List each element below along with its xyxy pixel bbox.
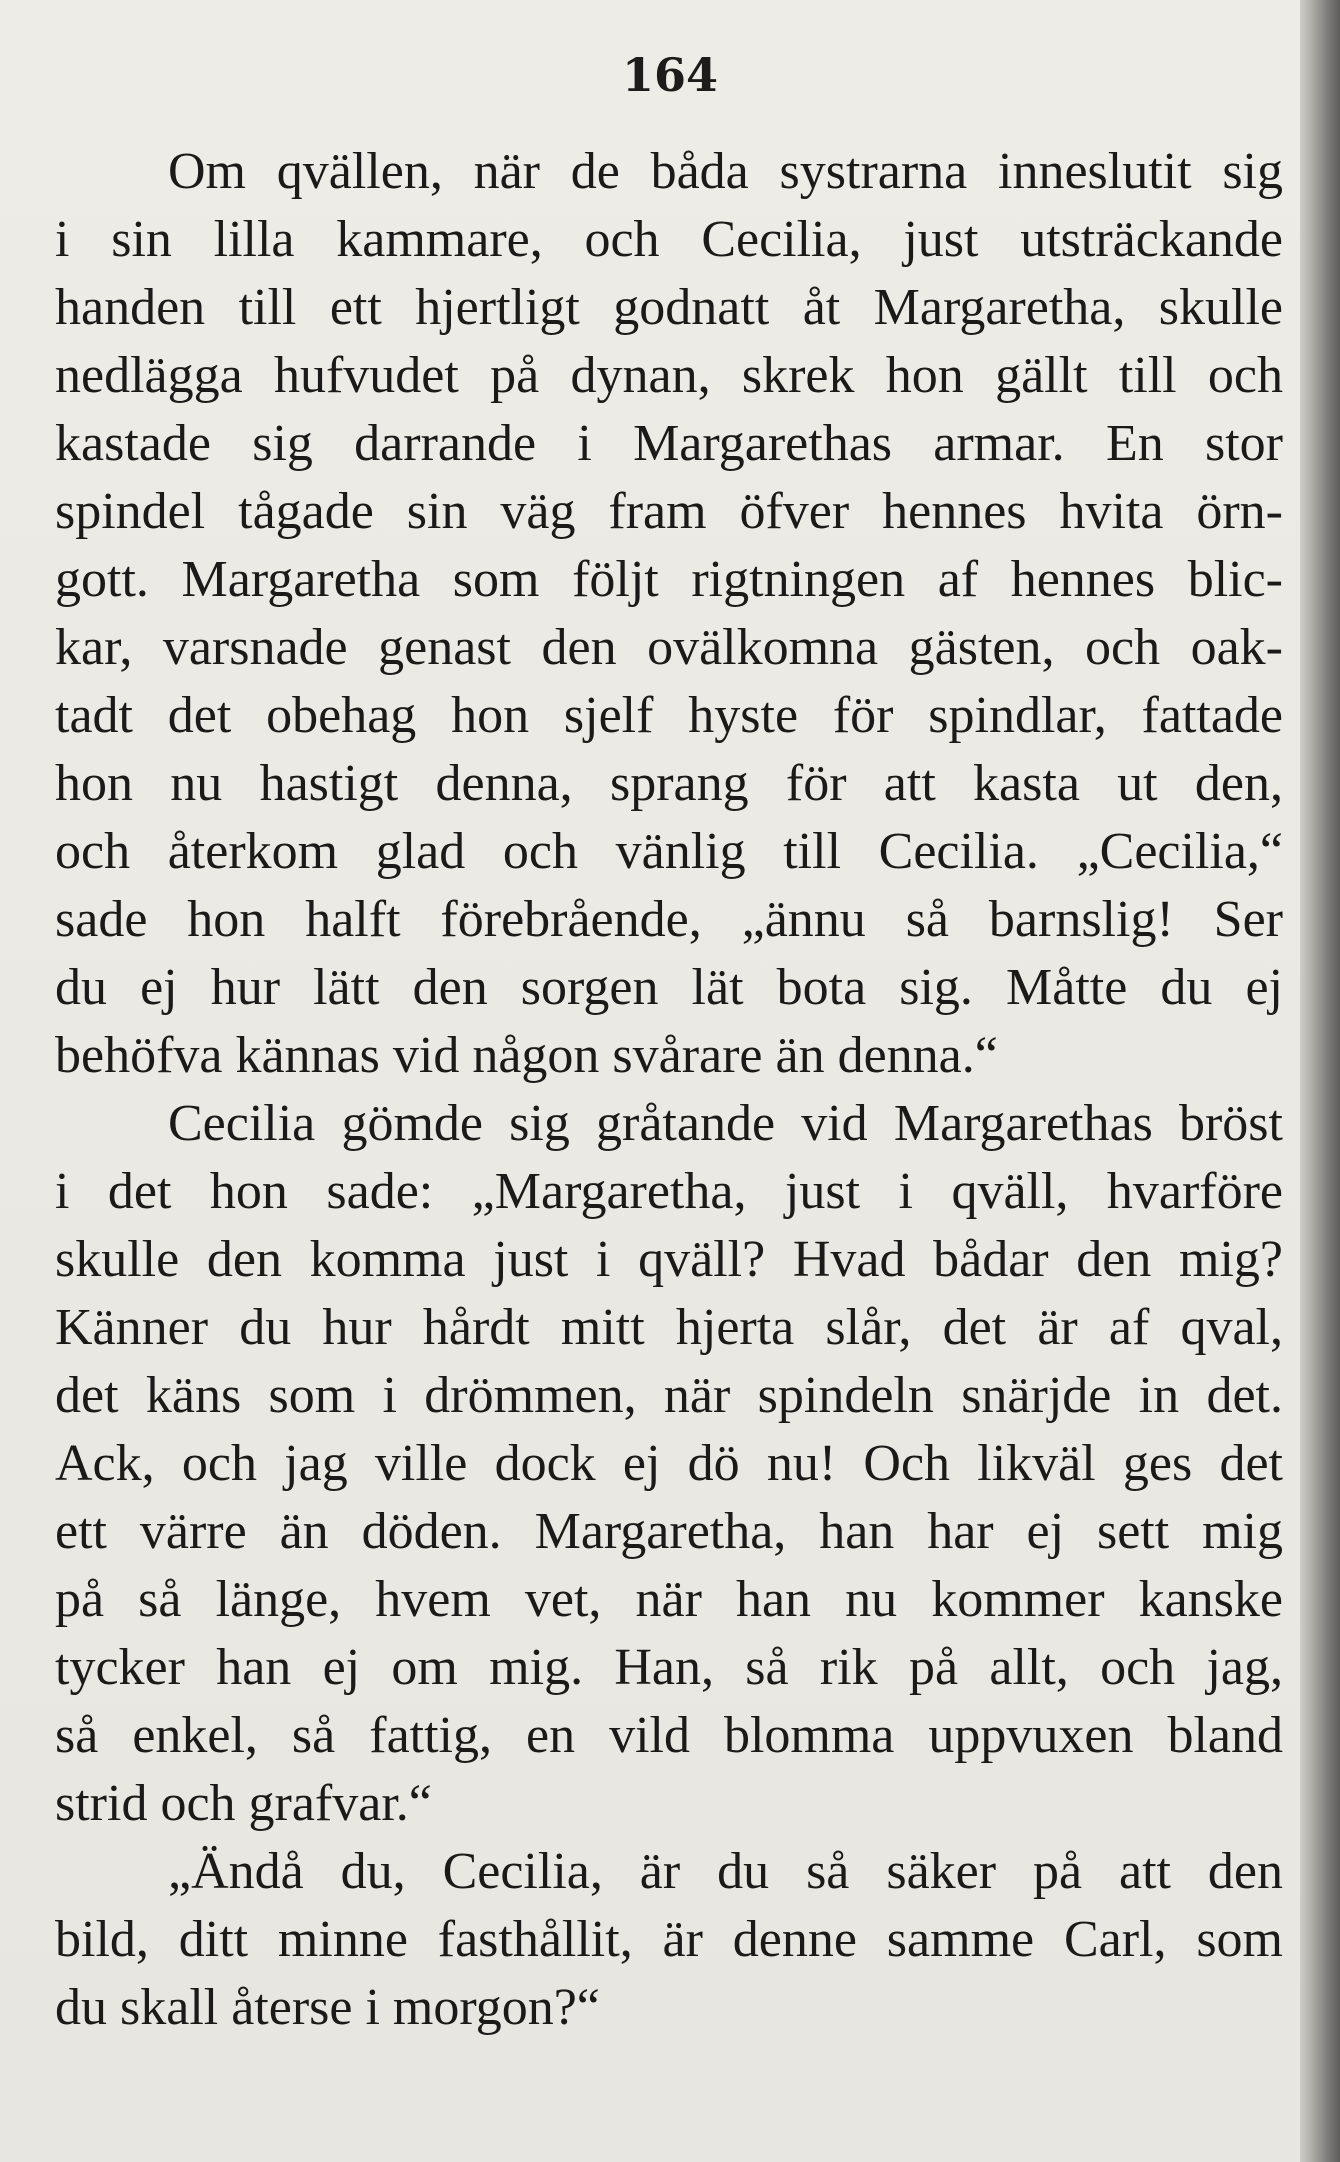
text-line: hon nu hastigt denna, sprang för att kasta ut den, bbox=[55, 755, 1283, 812]
text-line: skulle den komma just i qväll? Hvad bådar den mig? bbox=[55, 1231, 1283, 1288]
text-line: gott. Margaretha som följt rigtningen af hennes blic- bbox=[55, 551, 1283, 608]
text-line: så enkel, så fattig, en vild blomma uppvuxen bland bbox=[55, 1707, 1283, 1764]
text-line: „Ändå du, Cecilia, är du så säker på att den bbox=[168, 1843, 1283, 1900]
text-line: sade hon halft förebrående, „ännu så barnslig! Ser bbox=[55, 891, 1283, 948]
page-edge-shadow bbox=[1300, 0, 1340, 2162]
text-line: i det hon sade: „Margaretha, just i qväll, hvarföre bbox=[55, 1163, 1283, 1220]
text-line: behöfva kännas vid någon svårare än denna.“ bbox=[55, 1027, 998, 1084]
text-line: och återkom glad och vänlig till Cecilia. „Cecilia,“ bbox=[55, 823, 1283, 880]
text-line: du ej hur lätt den sorgen lät bota sig. Måtte du ej bbox=[55, 959, 1283, 1016]
text-line: Cecilia gömde sig gråtande vid Margarethas bröst bbox=[168, 1095, 1283, 1152]
text-line: kastade sig darrande i Margarethas armar. En stor bbox=[55, 415, 1283, 472]
text-line: Känner du hur hårdt mitt hjerta slår, det är af qval, bbox=[55, 1299, 1283, 1356]
page-number: 164 bbox=[621, 48, 719, 102]
text-line: du skall återse i morgon?“ bbox=[55, 1979, 600, 2036]
text-line: spindel tågade sin väg fram öfver hennes hvita örn- bbox=[55, 483, 1283, 540]
text-line: bild, ditt minne fasthållit, är denne samme Carl, som bbox=[55, 1911, 1283, 1968]
text-line: tadt det obehag hon sjelf hyste för spindlar, fattade bbox=[55, 687, 1283, 744]
text-line: handen till ett hjertligt godnatt åt Margaretha, skulle bbox=[55, 279, 1283, 336]
text-line: i sin lilla kammare, och Cecilia, just utsträckande bbox=[55, 211, 1283, 268]
text-line: strid och grafvar.“ bbox=[55, 1775, 432, 1832]
body-text bbox=[55, 138, 1283, 2042]
text-line: nedlägga hufvudet på dynan, skrek hon gällt till och bbox=[55, 347, 1283, 404]
text-line: Om qvällen, när de båda systrarna inneslutit sig bbox=[168, 143, 1283, 200]
text-line: kar, varsnade genast den ovälkomna gästen, och oak- bbox=[55, 619, 1283, 676]
text-line: Ack, och jag ville dock ej dö nu! Och likväl ges det bbox=[55, 1435, 1283, 1492]
text-line: på så länge, hvem vet, när han nu kommer kanske bbox=[55, 1571, 1283, 1628]
text-line: det käns som i drömmen, när spindeln snärjde in det. bbox=[55, 1367, 1283, 1424]
text-line: ett värre än döden. Margaretha, han har ej sett mig bbox=[55, 1503, 1283, 1560]
text-line: tycker han ej om mig. Han, så rik på allt, och jag, bbox=[55, 1639, 1283, 1696]
